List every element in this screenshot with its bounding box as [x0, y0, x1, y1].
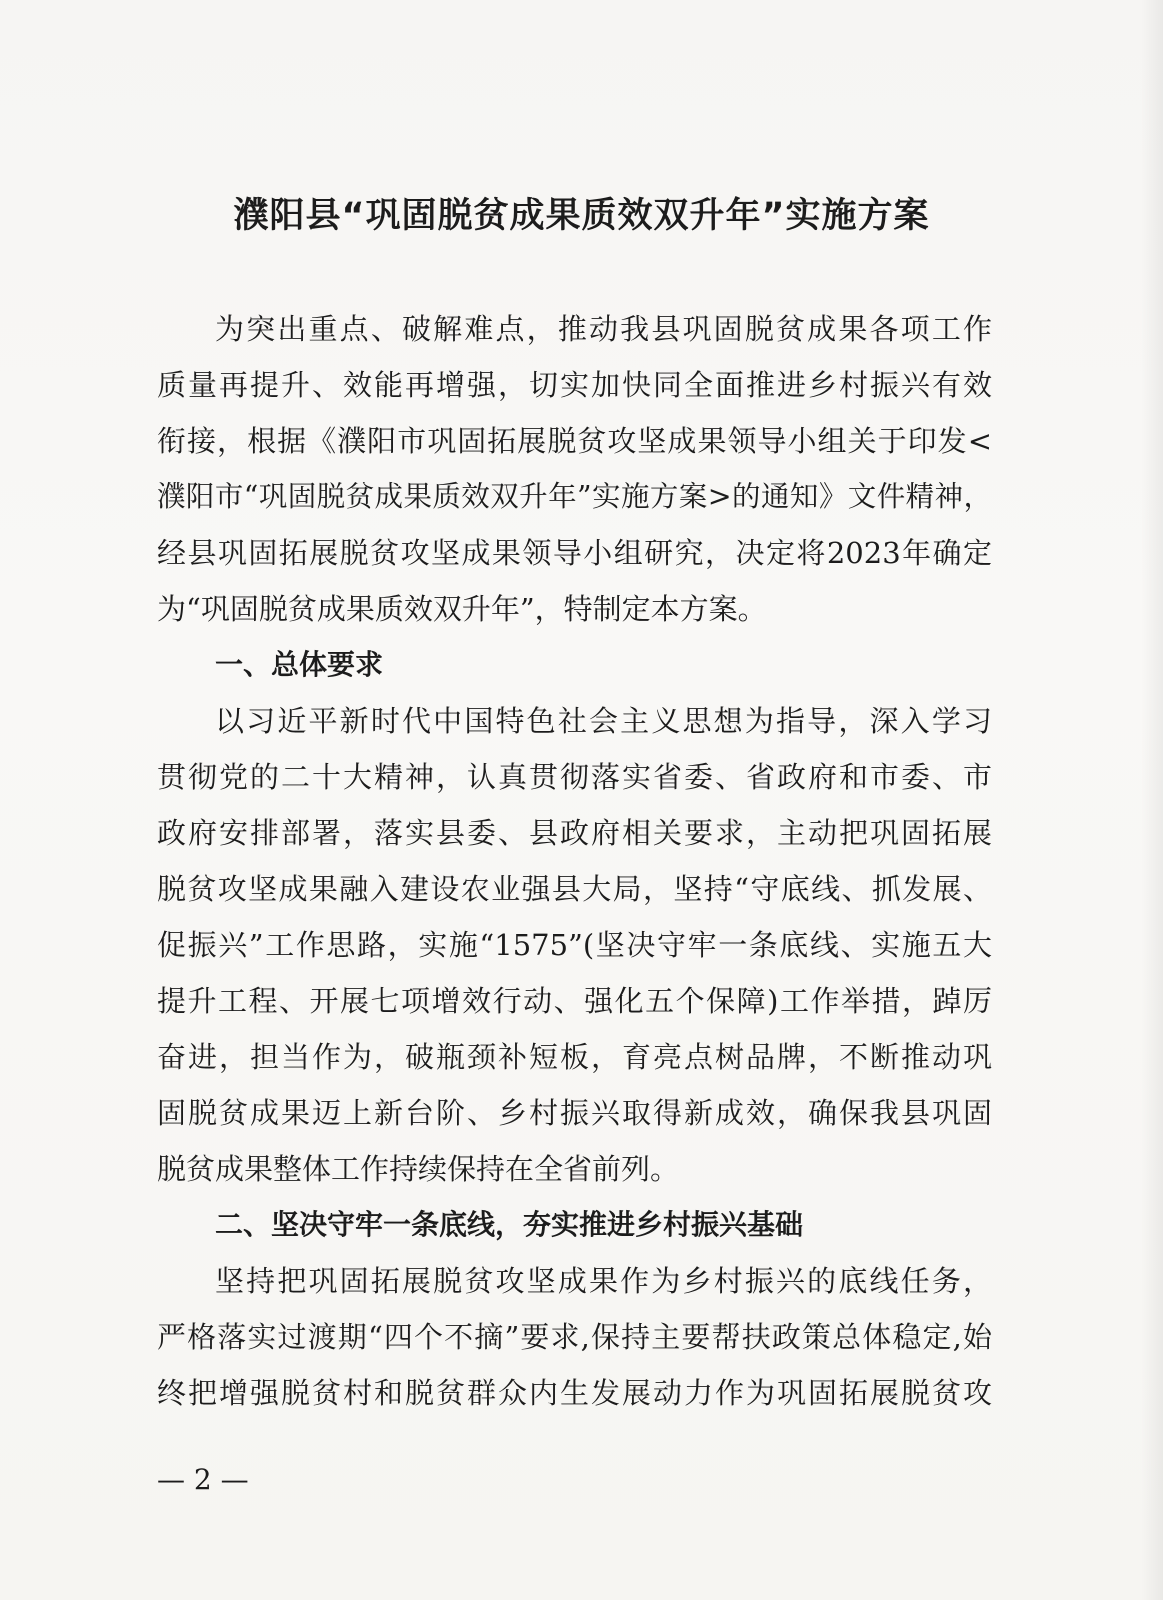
paragraph-line: 以习近平新时代中国特色社会主义思想为指导，深入学习	[215, 704, 992, 738]
paragraph-line: 坚持把巩固拓展脱贫攻坚成果作为乡村振兴的底线任务，	[215, 1264, 992, 1298]
section-heading: 一、总体要求	[215, 648, 384, 681]
paragraph-line: 脱贫成果整体工作持续保持在全省前列。	[157, 1152, 680, 1186]
page-number: — 2 —	[157, 1463, 249, 1496]
paragraph-line: 为突出重点、破解难点，推动我县巩固脱贫成果各项工作	[215, 312, 992, 346]
paragraph-line: 为“巩固脱贫成果质效双升年”，特制定本方案。	[157, 592, 767, 626]
section-heading: 二、坚决守牢一条底线，夯实推进乡村振兴基础	[215, 1208, 804, 1241]
document-title	[0, 190, 1163, 242]
paragraph-line: 脱贫攻坚成果融入建设农业强县大局，坚持“守底线、抓发展、	[157, 872, 992, 906]
paragraph-line: 严格落实过渡期“四个不摘”要求,保持主要帮扶政策总体稳定,始	[157, 1320, 992, 1354]
paragraph-line: 政府安排部署，落实县委、县政府相关要求，主动把巩固拓展	[157, 816, 992, 850]
paragraph-line: 终把增强脱贫村和脱贫群众内生发展动力作为巩固拓展脱贫攻	[157, 1376, 992, 1410]
paragraph-line: 提升工程、开展七项增效行动、强化五个保障)工作举措，踔厉	[157, 984, 992, 1018]
paragraph-line: 促振兴”工作思路，实施“1575”(坚决守牢一条底线、实施五大	[157, 928, 992, 962]
paragraph-line: 奋进，担当作为，破瓶颈补短板，育亮点树品牌，不断推动巩	[157, 1040, 992, 1074]
paragraph-line: 濮阳市“巩固脱贫成果质效双升年”实施方案>的通知》文件精神，	[157, 480, 992, 513]
paragraph-line: 衔接，根据《濮阳市巩固拓展脱贫攻坚成果领导小组关于印发<	[157, 424, 992, 458]
paragraph-line: 质量再提升、效能再增强，切实加快同全面推进乡村振兴有效	[157, 368, 992, 402]
paragraph-line: 贯彻党的二十大精神，认真贯彻落实省委、省政府和市委、市	[157, 760, 992, 794]
paragraph-line: 固脱贫成果迈上新台阶、乡村振兴取得新成效，确保我县巩固	[157, 1096, 992, 1130]
paragraph-line: 经县巩固拓展脱贫攻坚成果领导小组研究，决定将2023年确定	[157, 536, 992, 570]
document-title-text: 濮阳县“巩固脱贫成果质效双升年”实施方案	[233, 196, 930, 236]
